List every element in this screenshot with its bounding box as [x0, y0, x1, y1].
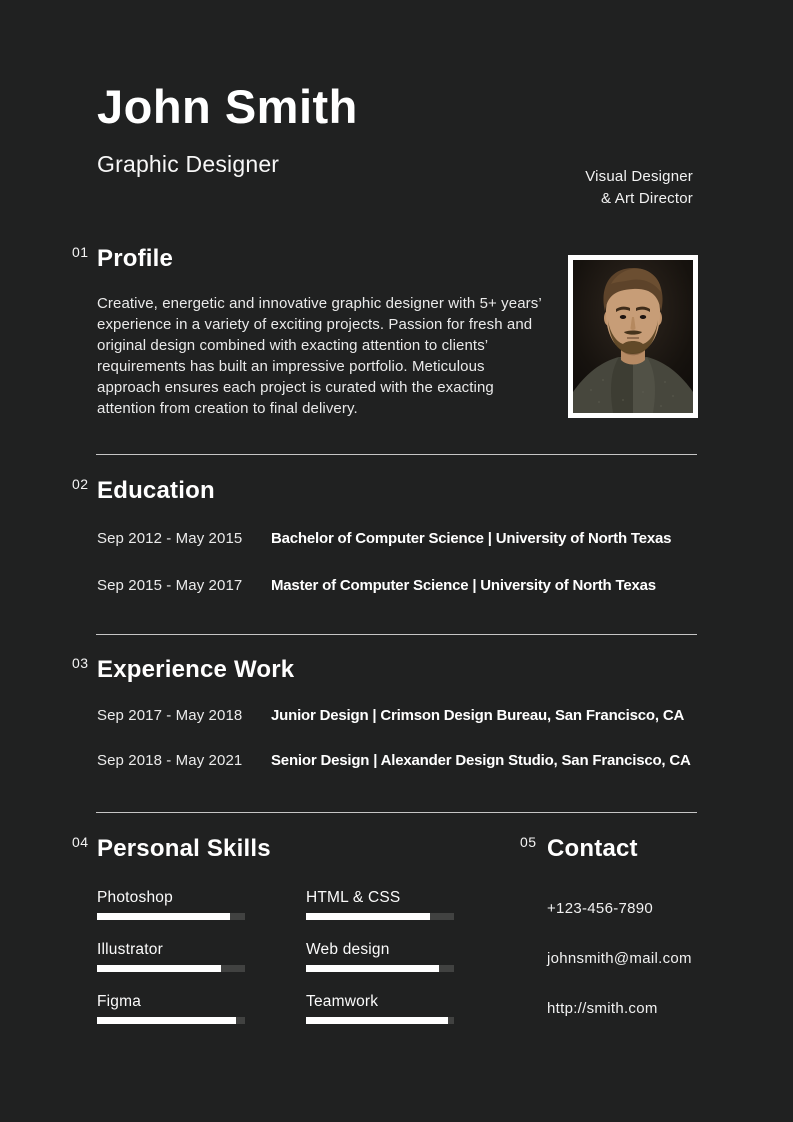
skill-label: Teamwork: [306, 993, 379, 1010]
education-heading: [72, 476, 671, 504]
skill-bar-track: [306, 965, 454, 972]
contact-heading-label: Contact: [547, 835, 638, 862]
skill-label: Photoshop: [97, 889, 173, 906]
contact-heading: [520, 834, 692, 862]
education-rows: [97, 530, 671, 594]
person-job-title: Graphic Designer: [97, 151, 280, 177]
portrait-photo: [568, 255, 698, 418]
experience-description: Junior Design | Crimson Design Bureau, San Francisco, CA: [271, 707, 685, 724]
skills-section-number: 04: [72, 834, 89, 850]
skill-item: [306, 889, 454, 920]
profile-heading-label: Profile: [97, 245, 174, 272]
skill-item: [97, 889, 245, 920]
profile-text: Creative, energetic and innovative graphic designer with 5+ years’ experience in a variety of exciting projects. Passion for fresh and original design combined with exacting attention to clients’ requirements has built an impressive portfolio. Meticulous approach ensures each project is curated with the exacting attention from creation to final delivery.: [97, 295, 542, 417]
skill-label: HTML & CSS: [306, 889, 401, 906]
skill-bar-fill: [306, 913, 430, 920]
profile-heading: [72, 244, 549, 272]
skill-item: [97, 941, 245, 972]
experience-section-number: 03: [72, 655, 89, 671]
skill-bar-fill: [306, 1017, 448, 1024]
section-contact: [520, 834, 692, 1050]
skill-bar-fill: [97, 965, 221, 972]
experience-description: Senior Design | Alexander Design Studio, San Francisco, CA: [271, 752, 691, 769]
section-education: [72, 476, 672, 624]
skill-label: Illustrator: [97, 941, 163, 958]
person-name: John Smith: [97, 80, 358, 133]
skill-bar-track: [97, 965, 245, 972]
profile-section-number: 01: [72, 244, 89, 260]
skill-bar-fill: [97, 913, 230, 920]
experience-period: Sep 2017 - May 2018: [97, 707, 243, 724]
skill-bar-track: [97, 913, 245, 920]
contact-phone: +123-456-7890: [547, 900, 654, 917]
contact-items: [547, 900, 692, 1017]
section-divider: [96, 454, 697, 455]
education-period: Sep 2012 - May 2015: [97, 530, 243, 547]
education-description: Master of Computer Science | University of North Texas: [271, 577, 656, 594]
skill-bar-fill: [306, 965, 439, 972]
education-row: [97, 577, 671, 594]
contact-section-number: 05: [520, 834, 537, 850]
skill-bar-track: [97, 1017, 245, 1024]
skill-label: Web design: [306, 941, 390, 958]
education-section-number: 02: [72, 476, 89, 492]
experience-row: [97, 707, 691, 724]
education-row: [97, 530, 671, 547]
skill-label: Figma: [97, 993, 142, 1010]
skill-item: [306, 993, 454, 1024]
skills-heading: [72, 834, 454, 862]
tagline: [585, 166, 693, 209]
contact-website: http://smith.com: [547, 1000, 658, 1017]
skill-item: [97, 993, 245, 1024]
skill-bar-fill: [97, 1017, 236, 1024]
experience-period: Sep 2018 - May 2021: [97, 752, 243, 769]
section-experience: [72, 655, 691, 797]
tagline-line-1: Visual Designer: [585, 168, 693, 185]
section-profile: [72, 244, 549, 419]
portrait-illustration: [573, 260, 693, 413]
education-heading-label: Education: [97, 477, 215, 504]
skill-bar-track: [306, 913, 454, 920]
experience-row: [97, 752, 691, 769]
skills-heading-label: Personal Skills: [97, 835, 271, 862]
experience-rows: [97, 707, 691, 769]
tagline-line-2: & Art Director: [601, 189, 693, 207]
education-period: Sep 2015 - May 2017: [97, 577, 243, 594]
skill-item: [306, 941, 454, 972]
section-divider: [96, 634, 697, 635]
skill-bar-track: [306, 1017, 454, 1024]
education-description: Bachelor of Computer Science | University of North Texas: [271, 530, 672, 547]
contact-email: johnsmith@mail.com: [547, 950, 692, 967]
experience-heading: [72, 655, 691, 683]
section-divider: [96, 812, 697, 813]
skills-grid: [97, 889, 454, 1045]
experience-heading-label: Experience Work: [97, 656, 295, 683]
section-skills: [72, 834, 454, 1045]
